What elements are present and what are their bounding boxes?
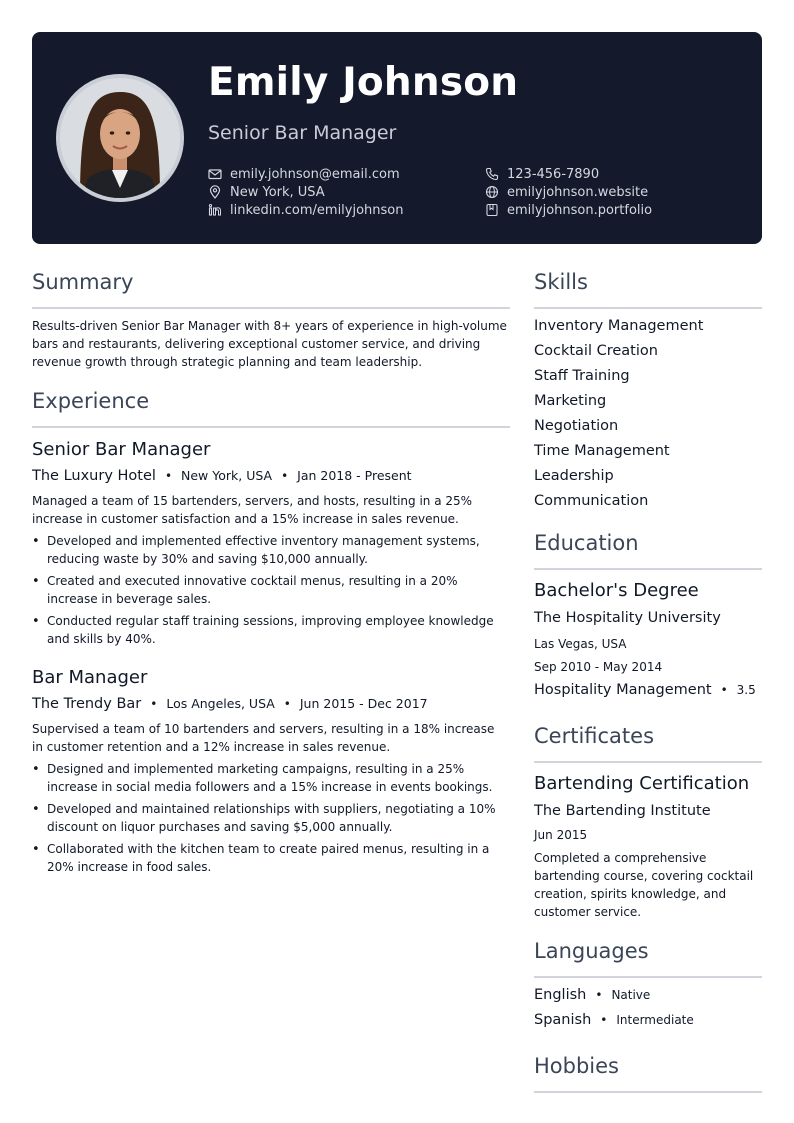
linkedin-icon (208, 203, 222, 217)
summary-divider (32, 307, 510, 309)
contact-website-text: emilyjohnson.website (507, 184, 649, 200)
contact-email[interactable] (208, 165, 400, 183)
separator-dot: • (164, 469, 173, 483)
education-divider (534, 568, 762, 570)
summary-text: Results-driven Senior Bar Manager with 8+ years of experience in high-volume bars and restaurants, delivering exceptional customer service, and driving revenue growth through strategic planning and team leadership. (32, 319, 507, 369)
skills-divider (534, 307, 762, 309)
education-school: The Hospitality University (534, 610, 721, 626)
skill-item: Staff Training (534, 368, 630, 384)
job-company: The Trendy Bar (32, 696, 142, 712)
contact-email-text: emily.johnson@email.com (230, 166, 400, 182)
list-item: • Developed and implemented effective inventory management systems, reducing waste by 30% and saving $10,000 annually. (32, 532, 504, 568)
job-bullets (32, 532, 504, 652)
skill-item: Leadership (534, 468, 614, 484)
globe-icon (485, 185, 499, 199)
education-degree: Bachelor's Degree (534, 580, 699, 601)
list-item: • Created and executed innovative cocktail menus, resulting in a 20% increase in beverage sales. (32, 572, 504, 608)
job-meta (32, 468, 412, 484)
language-item (534, 1012, 694, 1028)
contact-location-text: New York, USA (230, 184, 325, 200)
contact-website[interactable] (485, 183, 648, 201)
certificates-divider (534, 761, 762, 763)
education-heading: Education (534, 531, 639, 555)
languages-divider (534, 976, 762, 978)
language-item (534, 987, 650, 1003)
contact-phone-text: 123-456-7890 (507, 166, 600, 182)
summary-heading: Summary (32, 270, 134, 294)
phone-icon (485, 167, 499, 181)
job-dates: Jun 2015 - Dec 2017 (299, 696, 428, 711)
list-item: • Designed and implemented marketing campaigns, resulting in a 25% increase in social media followers and a 15% increase in events bookings. (32, 760, 504, 796)
contact-linkedin-text: linkedin.com/emilyjohnson (230, 202, 404, 218)
skill-item: Time Management (534, 443, 670, 459)
skill-item: Cocktail Creation (534, 343, 658, 359)
skill-item: Communication (534, 493, 649, 509)
skill-item: Negotiation (534, 418, 619, 434)
language-name: Spanish (534, 1012, 592, 1028)
job-meta (32, 696, 428, 712)
profile-photo (56, 74, 184, 202)
candidate-name: Emily Johnson (208, 60, 519, 105)
job-location: Los Angeles, USA (166, 696, 275, 711)
certificate-description: Completed a comprehensive bartending course, covering cocktail creation, spirits knowledge, and customer service. (534, 851, 754, 919)
job-company: The Luxury Hotel (32, 468, 156, 484)
job-bullets (32, 760, 504, 880)
contact-portfolio[interactable] (485, 201, 652, 219)
hobbies-heading: Hobbies (534, 1054, 619, 1078)
language-level: Native (611, 988, 651, 1002)
job-location: New York, USA (181, 468, 273, 483)
experience-heading: Experience (32, 389, 150, 413)
job-description: Supervised a team of 10 bartenders and servers, resulting in a 18% increase in customer retention and a 12% increase in sales revenue. (32, 722, 495, 754)
language-level: Intermediate (616, 1013, 694, 1027)
portfolio-icon (485, 203, 499, 217)
contact-phone[interactable] (485, 165, 599, 183)
job-description: Managed a team of 15 bartenders, servers, and hosts, resulting in a 25% increase in customer satisfaction and a 15% increase in sales revenue. (32, 494, 473, 526)
education-dates: Sep 2010 - May 2014 (534, 660, 663, 674)
certificates-heading: Certificates (534, 724, 655, 748)
languages-heading: Languages (534, 939, 649, 963)
list-item: • Developed and maintained relationships with suppliers, negotiating a 10% discount on liquor purchases and saving $5,000 annually. (32, 800, 504, 836)
education-field: Hospitality Management (534, 682, 712, 698)
job-dates: Jan 2018 - Present (297, 468, 412, 483)
list-item: • Conducted regular staff training sessions, improving employee knowledge and skills by 40%. (32, 612, 504, 648)
job-title: Senior Bar Manager (32, 439, 211, 460)
separator-dot: • (281, 469, 289, 483)
certificate-name: Bartending Certification (534, 773, 750, 794)
skills-heading: Skills (534, 270, 588, 294)
contact-linkedin[interactable] (208, 201, 404, 219)
list-item: • Collaborated with the kitchen team to create paired menus, resulting in a 20% increase in food sales. (32, 840, 504, 876)
certificate-date: Jun 2015 (534, 828, 588, 842)
education-location: Las Vegas, USA (534, 637, 627, 651)
skill-item: Inventory Management (534, 318, 704, 334)
separator-dot: • (150, 697, 158, 711)
separator-dot: • (600, 1013, 608, 1027)
separator-dot: • (595, 988, 603, 1002)
education-gpa: 3.5 (736, 683, 756, 697)
contact-location (208, 183, 325, 201)
map-pin-icon (208, 185, 222, 199)
certificate-issuer: The Bartending Institute (534, 803, 711, 819)
separator-dot: • (720, 683, 728, 697)
mail-icon (208, 167, 222, 181)
candidate-title: Senior Bar Manager (208, 122, 397, 144)
resume-header (32, 32, 762, 244)
education-field-row (534, 682, 756, 698)
skill-item: Marketing (534, 393, 607, 409)
hobbies-divider (534, 1091, 762, 1093)
job-title: Bar Manager (32, 667, 148, 688)
experience-divider (32, 426, 510, 428)
separator-dot: • (283, 697, 291, 711)
language-name: English (534, 987, 587, 1003)
contact-portfolio-text: emilyjohnson.portfolio (507, 202, 653, 218)
